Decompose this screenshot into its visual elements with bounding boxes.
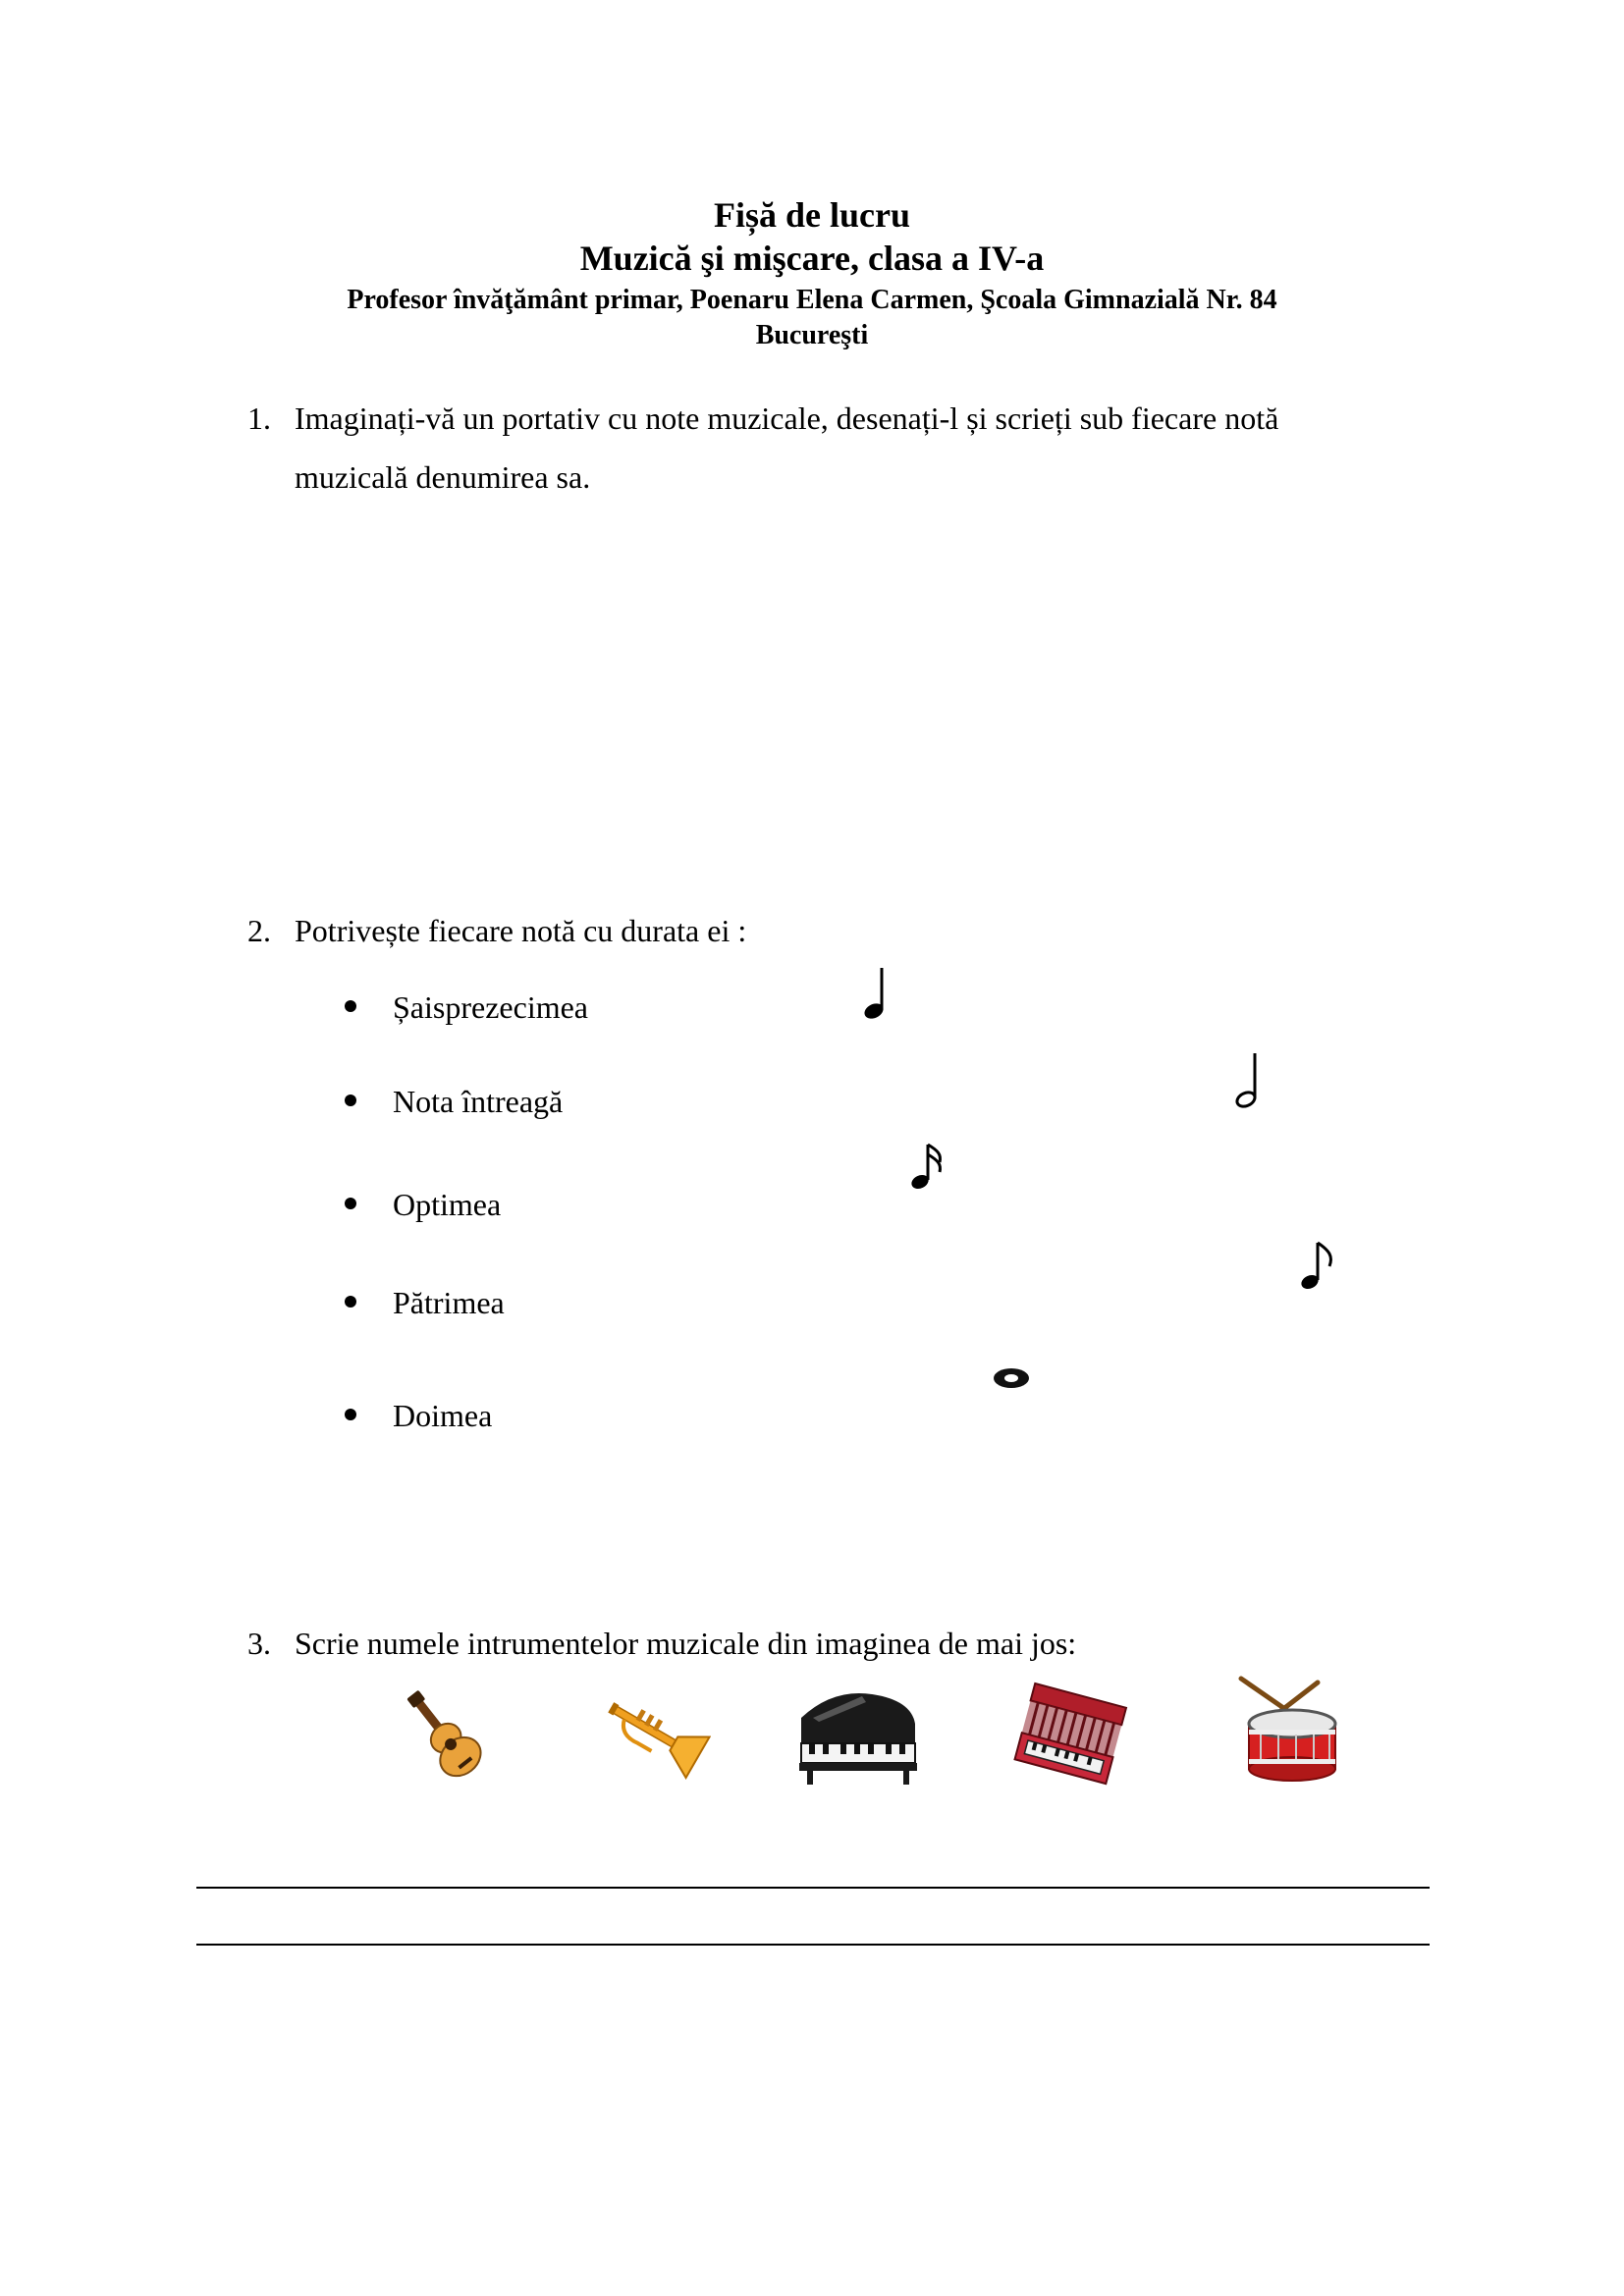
guitar-icon <box>393 1686 503 1785</box>
question1-number: 1. <box>247 400 271 436</box>
question1-text-line1: Imaginați-vă un portativ cu note muzicale, desenați-l și scrieți sub fiecare notă <box>295 400 1279 436</box>
list-item: Șaisprezecimea <box>393 989 588 1025</box>
list-item: Pătrimea <box>393 1285 505 1320</box>
author-line: Profesor învăţământ primar, Poenaru Elena Carmen, Şcoala Gimnazială Nr. 84 <box>347 285 1277 315</box>
eighth-note-icon <box>1298 1239 1341 1294</box>
drum-icon <box>1231 1673 1353 1789</box>
list-item: Doimea <box>393 1398 493 1433</box>
bullet-icon <box>345 1409 356 1420</box>
city-line: Bucureşti <box>755 320 869 350</box>
question1-text-line2: muzicală denumirea sa. <box>295 459 591 495</box>
sixteenth-note-icon <box>908 1141 951 1194</box>
page-subtitle: Muzică şi mişcare, clasa a IV-a <box>579 239 1045 278</box>
answer-line[interactable] <box>196 1887 1430 1889</box>
bullet-icon <box>345 1296 356 1308</box>
question2-number: 2. <box>247 913 271 948</box>
half-note-icon <box>1227 1050 1267 1111</box>
answer-line[interactable] <box>196 1944 1430 1946</box>
accordion-icon <box>1011 1681 1129 1789</box>
list-item: Nota întreagă <box>393 1084 564 1119</box>
question2-text: Potrivește fiecare notă cu durata ei : <box>295 913 747 948</box>
question3-text: Scrie numele intrumentelor muzicale din imaginea de mai jos: <box>295 1626 1077 1661</box>
question3-number: 3. <box>247 1626 271 1661</box>
whole-note-icon <box>990 1364 1033 1392</box>
piano-icon <box>793 1684 921 1787</box>
bullet-icon <box>345 1198 356 1209</box>
bullet-icon <box>345 1095 356 1106</box>
trumpet-icon <box>601 1686 711 1785</box>
bullet-icon <box>345 1000 356 1012</box>
quarter-note-icon <box>856 964 895 1023</box>
list-item: Optimea <box>393 1187 502 1222</box>
page-title: Fișă de lucru <box>713 195 910 235</box>
